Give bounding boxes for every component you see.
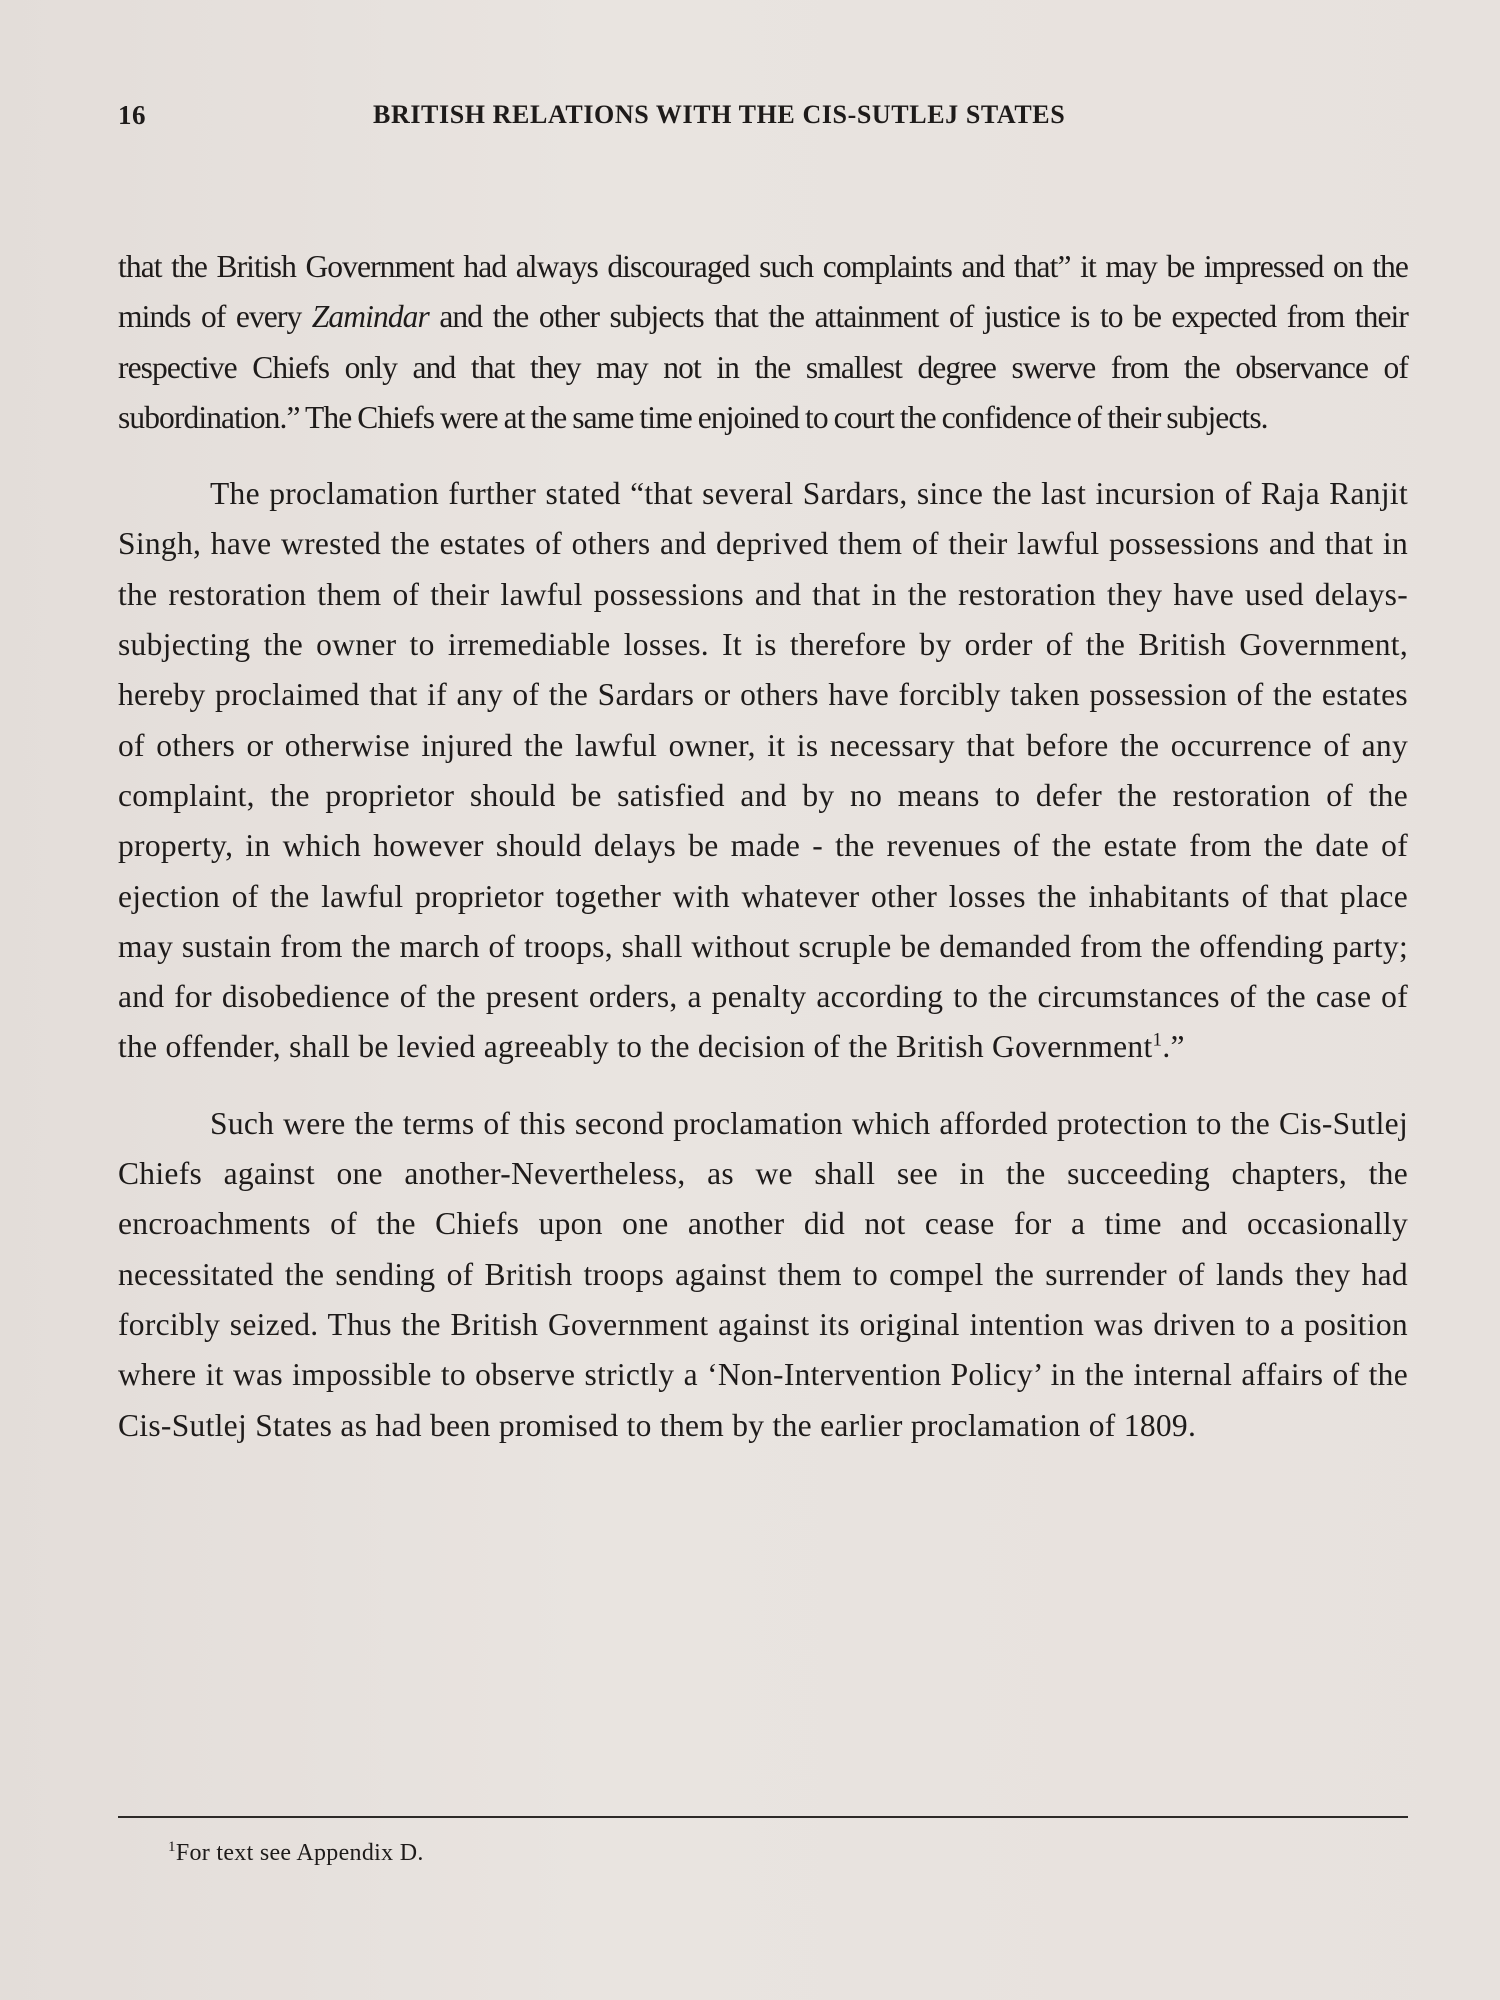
paragraph-2-text: The proclamation further stated “that several Sardars, since the last incursion of Raja Ranjit Singh, have wrested the estates of others and deprived them of their lawful possessions and that in the restoration them of their lawful possessions and that in the restoration they have used delays-subjecting the owner to irremediable losses. It is therefore by order of the British Government, hereby proclaimed that if any of the Sardars or others have forcibly taken possession of the estates of others or otherwise injured the lawful owner, it is necessary that before the occurrence of any complaint, the proprietor should be satisfied and by no means to defer the restoration of the property, in which however should delays be made - the revenues of the estate from the date of ejection of the lawful proprietor together with whatever other losses the inhabitants of that place may sustain from the march of troops, shall without scruple be demanded from the offending party; and for disobedience of the present orders, a penalty according to the circumstances of the case of the offender, shall be levied agreeably to the decision of the British Government bbox=[118, 476, 1408, 1065]
footnote-reference-mark: 1 bbox=[1152, 1029, 1163, 1051]
paragraph-1-text-after: and the other subjects that the attainment of justice is to be expected from their respective Chiefs only and that they may not in the smallest degree swerve from the observance of subordination.” The Chiefs were at the same time enjoined to court the confidence of their subjects. bbox=[118, 299, 1408, 435]
paragraph-1-italic-term: Zamindar bbox=[311, 299, 429, 335]
footnote-mark: 1 bbox=[168, 1839, 176, 1855]
paragraph-3-text: Such were the terms of this second proclamation which afforded protection to the Cis-Sutlej Chiefs against one another-Nevertheless, as we shall see in the succeeding chapters, the encroachments of the Chiefs upon one another did not cease for a time and occasionally necessitated the sending of British troops against them to compel the surrender of lands they had forcibly seized. Thus the British Government against its original intention was driven to a position where it was impossible to observe strictly a ‘Non-Intervention Policy’ in the internal affairs of the Cis-Sutlej States as had been promised to them by the earlier proclamation of 1809. bbox=[118, 1105, 1408, 1443]
paragraph-2 bbox=[118, 469, 1408, 1073]
paragraph-3 bbox=[118, 1099, 1408, 1451]
footnote-text: For text see Appendix D. bbox=[175, 1840, 424, 1866]
paragraph-2-closing: .” bbox=[1162, 1029, 1185, 1065]
footnote bbox=[168, 1840, 424, 1867]
paragraph-1-text-before: that the British Government had always discouraged such complaints and that” it may be impressed on the minds of every bbox=[118, 249, 1408, 335]
paragraph-1 bbox=[118, 242, 1408, 443]
body-text bbox=[118, 242, 1408, 1451]
page-number: 16 bbox=[118, 100, 146, 130]
running-title: BRITISH RELATIONS WITH THE CIS-SUTLEJ STATES bbox=[373, 100, 1066, 129]
page-header bbox=[118, 100, 1408, 144]
footnote-divider bbox=[118, 1816, 1408, 1818]
